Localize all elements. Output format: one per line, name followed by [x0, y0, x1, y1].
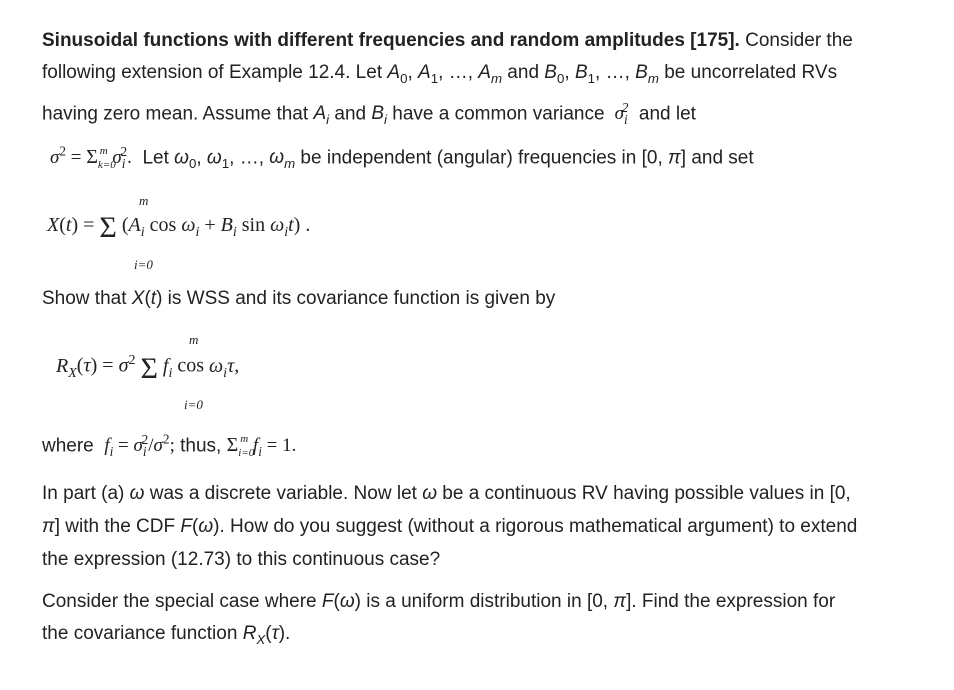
para-b-line-2: the covariance function $R_X(\tau)$.: [42, 623, 291, 647]
para-a-line-3: the expression (12.73) to this continuous case?: [42, 549, 441, 570]
problem-title: Sinusoidal functions with different frequencies and random amplitudes [175]: [42, 30, 735, 51]
para-a-line-1: In part (a) ω was a discrete variable. Now let ω be a continuous RV having possible values in [0,: [42, 483, 851, 504]
text-line-2: following extension of Example 12.4. Let $A_0$, $A_1$, …, $A_m$ and $B_0$, $B_1$, …, $B_m$ be uncorrelated RVs: [42, 62, 838, 86]
text-line-where: where $f_i = \sigma_i^2/\sigma^2$; thus, $\Sigma_{i=0}^m$ $f_i = 1$.: [42, 432, 297, 460]
text-line-4: $\sigma^2 = \Sigma_{k=0}^m$ $\sigma_i^2$. Let $\omega_0$, $\omega_1$, …, $\omega_m$ be independent (angular) frequencies in [0, π] and set: [50, 144, 754, 172]
text-line-show: Show that X(t) is WSS and its covariance function is given by: [42, 288, 556, 309]
problem-heading-line: Sinusoidal functions with different frequencies and random amplitudes [175]. Consider the: [42, 30, 853, 51]
text-line-3: having zero mean. Assume that $A_i$ and $B_i$ have a common variance $\sigma_i^2$ and let: [42, 100, 696, 128]
para-a-line-2: π] with the CDF F(ω). How do you suggest (without a rigorous mathematical argument) to extend: [42, 516, 858, 537]
para-b-line-1: Consider the special case where F(ω) is a uniform distribution in [0, π]. Find the expression for: [42, 591, 836, 612]
